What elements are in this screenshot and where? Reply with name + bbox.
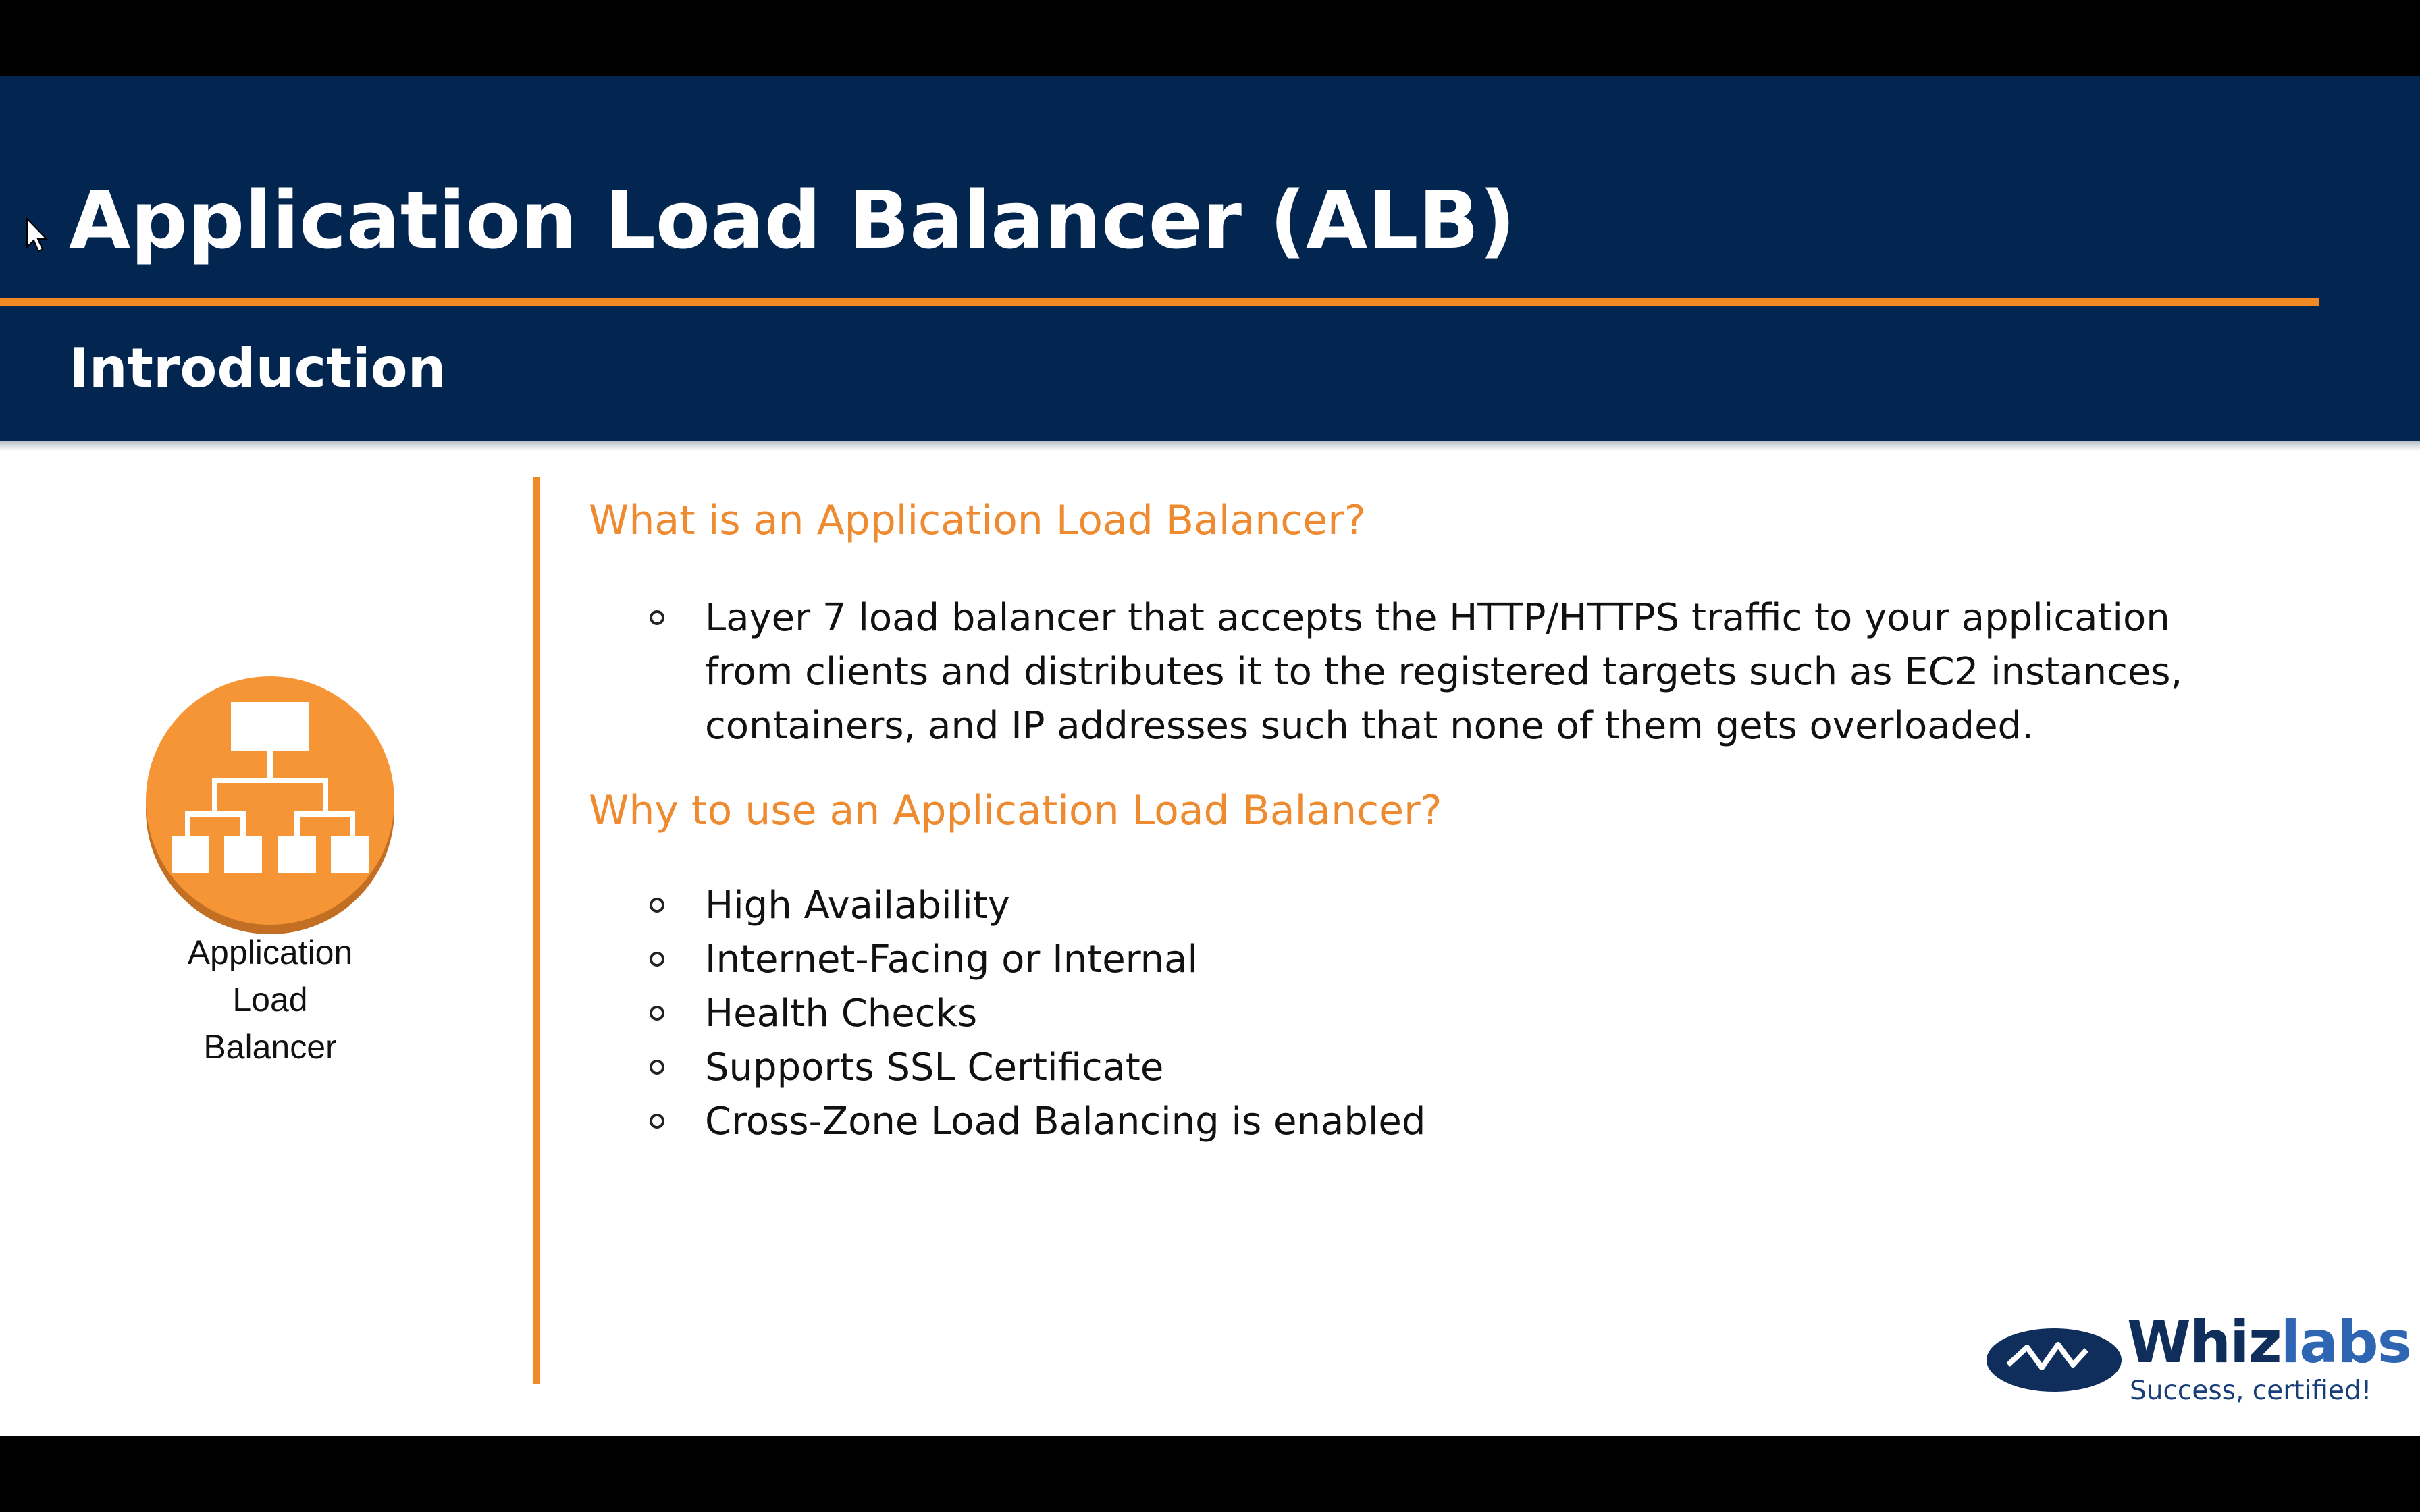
definition-list	[589, 591, 2209, 753]
title-underline	[0, 298, 2319, 306]
bullet-circle-icon	[650, 898, 664, 913]
section-heading-why: Why to use an Application Load Balancer?	[589, 787, 1442, 834]
icon-caption-line: Load	[232, 981, 308, 1019]
logo-wordmark-main: Whiz	[2127, 1309, 2281, 1376]
list-item-continuation	[589, 645, 2209, 699]
icon-caption	[115, 929, 425, 1071]
slide-header	[0, 76, 2420, 441]
slide-content	[589, 494, 2209, 1149]
bullet-circle-icon	[650, 1006, 664, 1021]
list-item-text: from clients and distributes it to the registered targets such as EC2 instances,	[705, 650, 2183, 694]
list-item-text: containers, and IP addresses such that none of them gets overloaded.	[705, 704, 2034, 748]
list-item-text: Cross-Zone Load Balancing is enabled	[705, 1100, 1426, 1143]
vertical-divider	[533, 477, 540, 1384]
list-item	[589, 591, 2209, 645]
list-item	[589, 1041, 2209, 1095]
list-item-continuation	[589, 699, 2209, 753]
list-item	[589, 1095, 2209, 1149]
whizlabs-logo	[1985, 1309, 2411, 1408]
bullet-circle-icon	[650, 1060, 664, 1075]
bullet-circle-icon	[650, 1114, 664, 1129]
list-item-text: Health Checks	[705, 992, 978, 1035]
list-item-text: High Availability	[705, 884, 1010, 927]
icon-caption-line: Balancer	[203, 1028, 337, 1066]
header-shadow	[0, 441, 2420, 451]
bullet-circle-icon	[650, 952, 664, 967]
list-item	[589, 879, 2209, 933]
logo-wordmark-accent: labs	[2280, 1309, 2411, 1376]
application-load-balancer-icon	[144, 675, 396, 938]
whizlabs-logo-icon	[1985, 1324, 2127, 1396]
list-item-text: Supports SSL Certificate	[705, 1046, 1164, 1089]
bullet-circle-icon	[650, 610, 664, 625]
logo-tagline: Success, certified!	[2130, 1376, 2372, 1406]
icon-caption-line: Application	[187, 934, 353, 971]
list-item	[589, 933, 2209, 987]
section-heading-what: What is an Application Load Balancer?	[589, 497, 1366, 544]
mouse-pointer-icon	[26, 217, 49, 254]
list-item	[589, 987, 2209, 1041]
list-item-text: Layer 7 load balancer that accepts the HTTP/HTTPS traffic to your application	[705, 596, 2170, 640]
benefits-list	[589, 879, 2209, 1149]
logo-wordmark	[2127, 1309, 2411, 1376]
list-item-text: Internet-Facing or Internal	[705, 938, 1199, 981]
presentation-slide	[0, 76, 2420, 1436]
slide-title: Application Load Balancer (ALB)	[69, 173, 1516, 267]
slide-subtitle: Introduction	[69, 337, 446, 400]
